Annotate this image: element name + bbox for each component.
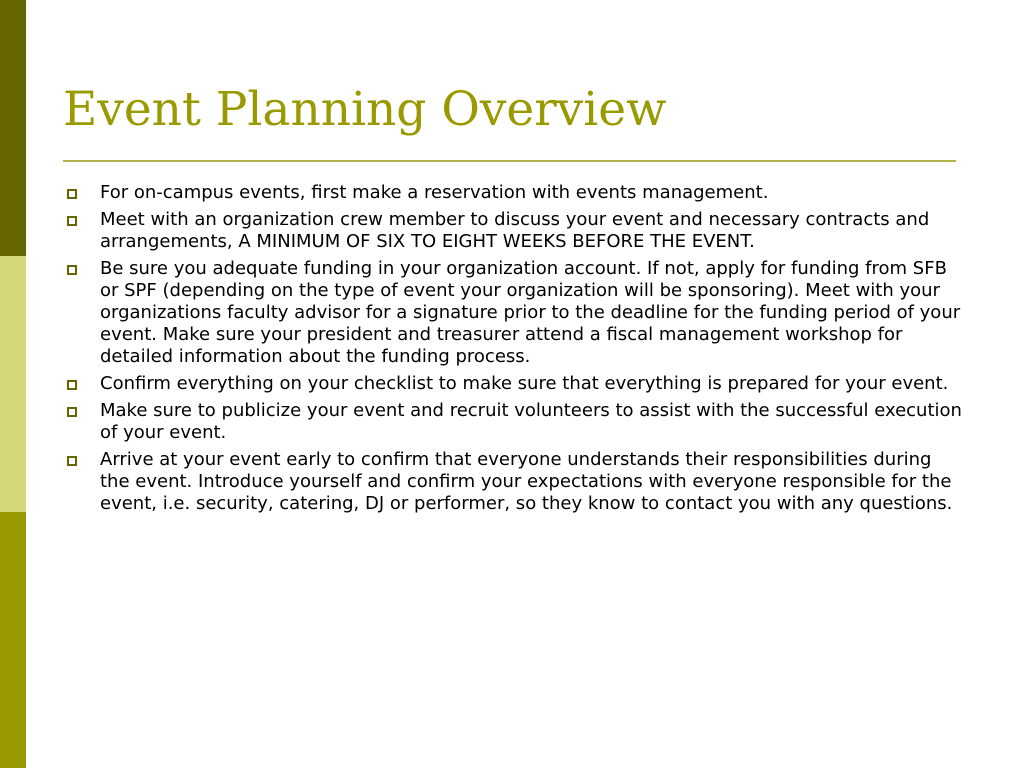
hollow-square-bullet-icon — [67, 216, 77, 226]
list-item — [66, 258, 966, 368]
hollow-square-bullet-icon — [67, 380, 77, 390]
hollow-square-bullet-icon — [67, 189, 77, 199]
list-item — [66, 449, 966, 515]
list-item — [66, 182, 966, 204]
bullet-list — [66, 182, 966, 520]
sidebar-stripe-bottom — [0, 512, 26, 768]
list-item — [66, 209, 966, 253]
hollow-square-bullet-icon — [67, 407, 77, 417]
title-divider — [63, 160, 956, 162]
bullet-text: Meet with an organization crew member to discuss your event and necessary contracts and arrangements, A MINIMUM OF SIX TO EIGHT WEEKS BEFORE THE EVENT. — [100, 209, 930, 252]
sidebar-stripe-top — [0, 0, 26, 256]
bullet-text: Confirm everything on your checklist to make sure that everything is prepared for your event. — [100, 373, 949, 394]
slide-title: Event Planning Overview — [63, 82, 667, 137]
hollow-square-bullet-icon — [67, 265, 77, 275]
list-item — [66, 400, 966, 444]
bullet-text: Make sure to publicize your event and recruit volunteers to assist with the successful execution of your event. — [100, 400, 962, 443]
hollow-square-bullet-icon — [67, 456, 77, 466]
list-item — [66, 373, 966, 395]
bullet-text: Arrive at your event early to confirm that everyone understands their responsibilities during the event. Introduce yourself and confirm your expectations with everyone responsible for the event, i.e. security, catering, DJ or performer, so they know to contact you with any questions. — [100, 449, 953, 514]
bullet-text: Be sure you adequate funding in your organization account. If not, apply for funding from SFB or SPF (depending on the type of event your organization will be sponsoring). Meet with your organizations faculty advisor for a signature prior to the deadline for the funding period of your event. Make sure your president and treasurer attend a fiscal management workshop for detailed information about the funding process. — [100, 258, 961, 367]
bullet-text: For on-campus events, first make a reservation with events management. — [100, 182, 769, 203]
sidebar-stripe-middle — [0, 256, 26, 512]
